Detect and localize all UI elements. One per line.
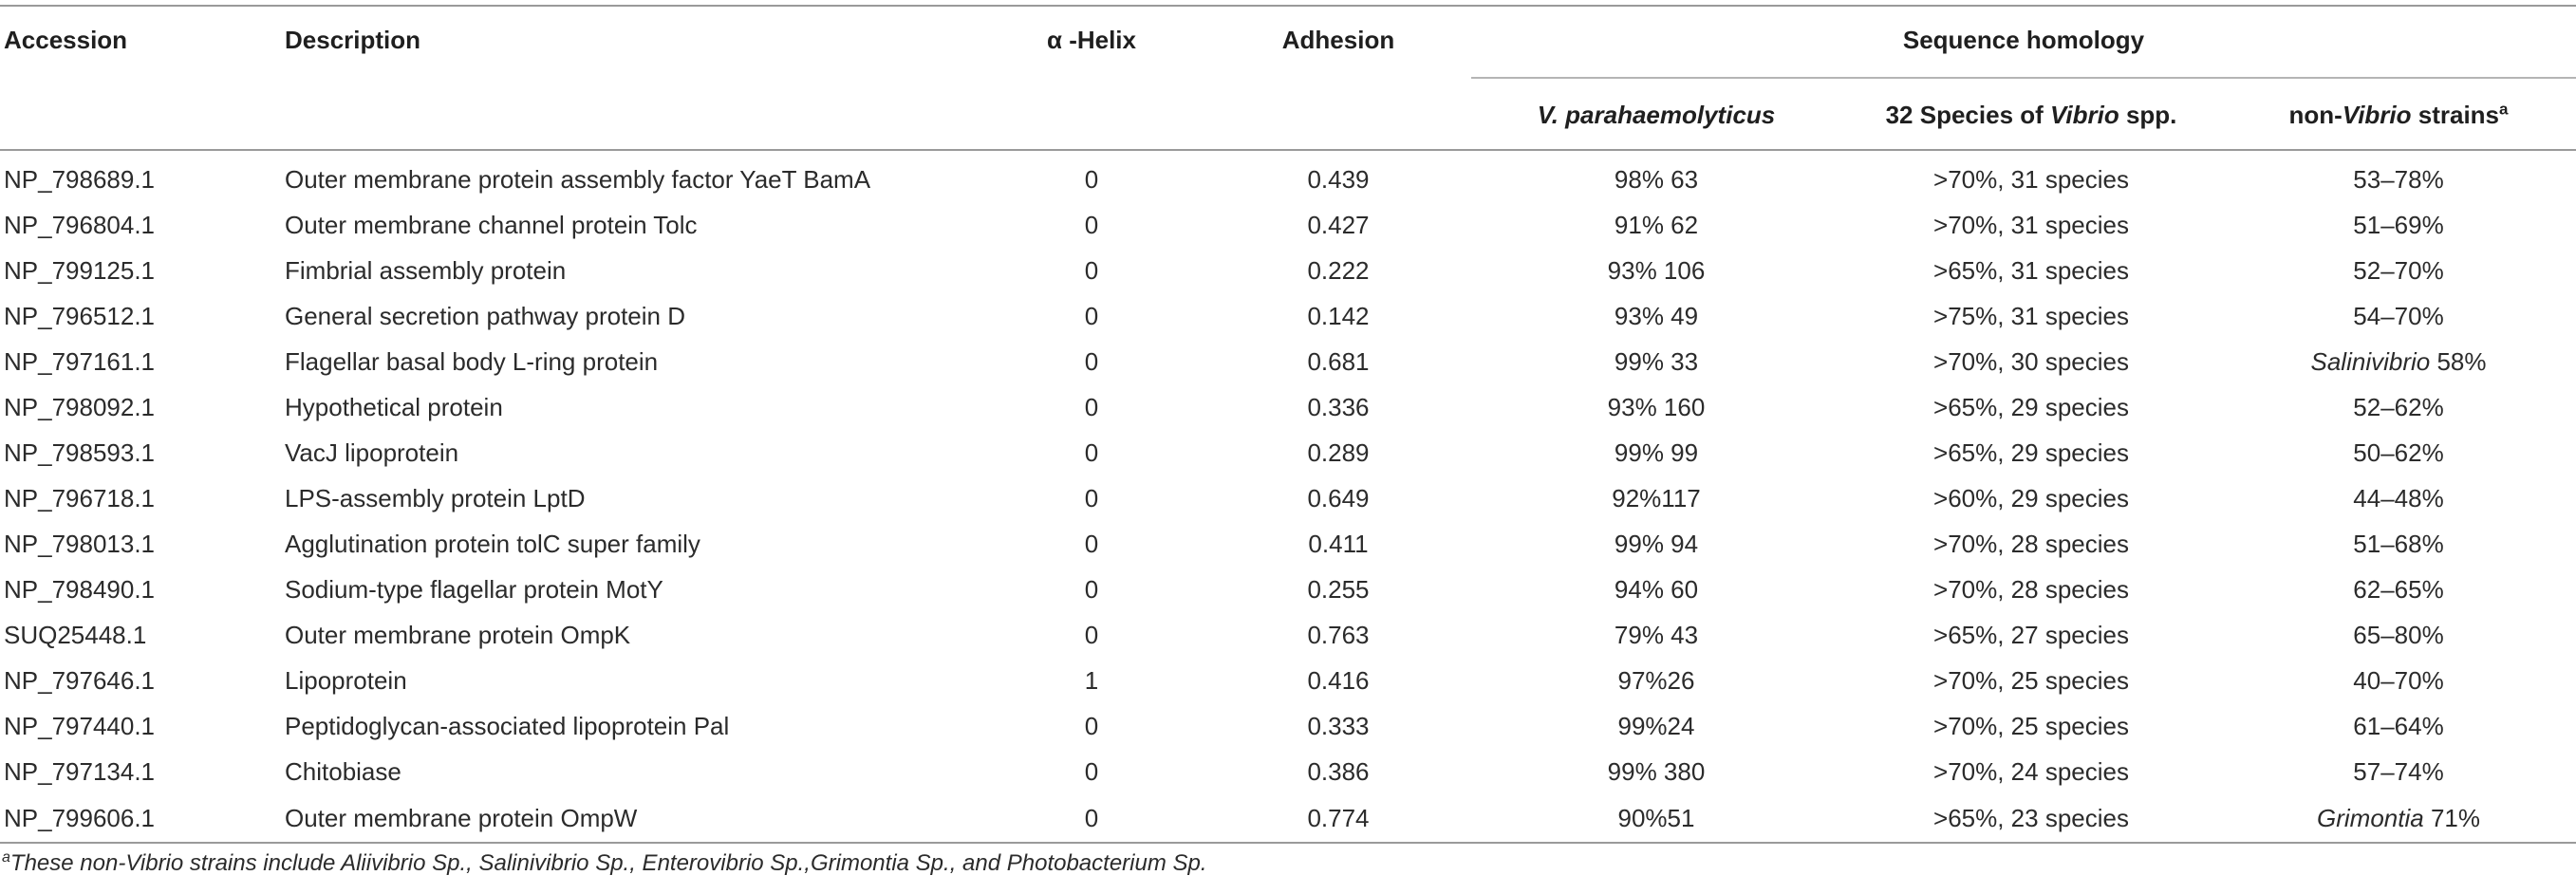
cell-description: General secretion pathway protein D [285, 301, 686, 330]
cell-vibrio: >65%, 27 species [1933, 620, 2129, 649]
cell-accession: NP_796718.1 [4, 483, 156, 512]
cell-vibrio: >75%, 31 species [1933, 301, 2129, 330]
cell-nonvibrio-value: 52–70% [2353, 255, 2444, 285]
table-row [0, 703, 2576, 749]
cell-vp: 90%51 [1617, 803, 1695, 832]
cell-vibrio: >70%, 30 species [1933, 346, 2129, 376]
cell-helix: 0 [1084, 346, 1099, 376]
cell-adhesion: 0.411 [1308, 529, 1369, 558]
header-vibrio-pre: 32 Species of [1885, 101, 2051, 129]
cell-vibrio: >70%, 28 species [1933, 529, 2129, 558]
cell-description: Lipoprotein [285, 665, 407, 695]
cell-vibrio: >70%, 31 species [1933, 210, 2129, 239]
cell-helix: 0 [1084, 620, 1099, 649]
cell-vp: 99% 33 [1614, 346, 1699, 376]
table-row [0, 202, 2576, 248]
cell-vibrio: >65%, 23 species [1933, 803, 2129, 832]
cell-nonvibrio [2221, 567, 2576, 612]
cell-adhesion: 0.681 [1307, 346, 1370, 376]
cell-nonvibrio-value: 52–62% [2353, 392, 2444, 421]
table-row [0, 475, 2576, 521]
table-body [0, 150, 2576, 843]
cell-adhesion: 0.416 [1307, 665, 1370, 695]
cell-vp: 99% 99 [1614, 438, 1699, 467]
cell-nonvibrio-value: 58% [2430, 346, 2487, 376]
cell-nonvibrio-value: 50–62% [2353, 438, 2444, 467]
cell-adhesion: 0.142 [1307, 301, 1370, 330]
table-row [0, 339, 2576, 384]
cell-adhesion: 0.439 [1307, 164, 1370, 194]
cell-accession: NP_797646.1 [4, 665, 156, 695]
header-nonvib-post: strains [2411, 101, 2500, 129]
cell-nonvibrio [2221, 150, 2576, 202]
cell-adhesion: 0.336 [1307, 392, 1370, 421]
cell-vp: 94% 60 [1614, 574, 1699, 604]
cell-accession: NP_798593.1 [4, 438, 156, 467]
cell-nonvibrio [2221, 658, 2576, 703]
header-sequence-homology: Sequence homology [1471, 6, 2576, 78]
cell-accession: NP_797161.1 [4, 346, 156, 376]
cell-helix: 0 [1084, 164, 1099, 194]
cell-nonvibrio-value: 57–74% [2353, 756, 2444, 786]
cell-adhesion: 0.222 [1307, 255, 1370, 285]
cell-accession: NP_796512.1 [4, 301, 156, 330]
cell-accession: NP_798013.1 [4, 529, 156, 558]
table-row [0, 248, 2576, 293]
cell-helix: 0 [1084, 574, 1099, 604]
cell-adhesion: 0.649 [1307, 483, 1370, 512]
cell-helix: 0 [1084, 529, 1099, 558]
cell-nonvibrio-genus: Salinivibrio [2310, 346, 2431, 376]
header-nonvib-sup: a [2499, 100, 2509, 119]
cell-adhesion: 0.255 [1307, 574, 1370, 604]
cell-vp: 97%26 [1617, 665, 1695, 695]
cell-nonvibrio-value: 51–68% [2353, 529, 2444, 558]
cell-nonvibrio [2221, 293, 2576, 339]
header-vibrio-post: spp. [2119, 101, 2177, 129]
table-row [0, 794, 2576, 843]
header-description: Description [285, 6, 978, 150]
cell-description: Outer membrane protein OmpK [285, 620, 631, 649]
table-row [0, 567, 2576, 612]
cell-accession: NP_796804.1 [4, 210, 156, 239]
footnote-mark: a [2, 849, 10, 866]
cell-vibrio: >65%, 29 species [1933, 392, 2129, 421]
cell-vp: 99%24 [1617, 711, 1695, 740]
cell-description: LPS-assembly protein LptD [285, 483, 586, 512]
header-vp-text: V. parahaemolyticus [1537, 101, 1776, 129]
cell-adhesion: 0.289 [1307, 438, 1370, 467]
cell-description: Fimbrial assembly protein [285, 255, 567, 285]
cell-helix: 0 [1084, 301, 1099, 330]
cell-vibrio: >70%, 25 species [1933, 665, 2129, 695]
cell-description: VacJ lipoprotein [285, 438, 459, 467]
header-accession: Accession [0, 6, 285, 150]
header-adhesion: Adhesion [1205, 6, 1471, 150]
cell-helix: 1 [1084, 665, 1099, 695]
cell-vibrio: >60%, 29 species [1933, 483, 2129, 512]
footnote [2, 850, 1207, 877]
cell-nonvibrio [2221, 384, 2576, 430]
cell-helix: 0 [1084, 438, 1099, 467]
cell-nonvibrio-value: 53–78% [2353, 164, 2444, 194]
cell-vibrio: >70%, 24 species [1933, 756, 2129, 786]
cell-helix: 0 [1084, 392, 1099, 421]
cell-adhesion: 0.774 [1307, 803, 1370, 832]
cell-description: Sodium-type flagellar protein MotY [285, 574, 663, 604]
cell-vp: 99% 380 [1607, 756, 1706, 786]
cell-nonvibrio [2221, 475, 2576, 521]
header-nonvibrio [2221, 78, 2576, 150]
cell-vp: 92%117 [1612, 483, 1701, 512]
cell-description: Outer membrane protein OmpW [285, 803, 638, 832]
cell-nonvibrio-value: 71% [2423, 803, 2480, 832]
cell-nonvibrio-genus: Grimontia [2317, 803, 2424, 832]
table-row [0, 612, 2576, 658]
cell-vibrio: >70%, 28 species [1933, 574, 2129, 604]
cell-helix: 0 [1084, 483, 1099, 512]
header-helix: α -Helix [978, 6, 1205, 150]
cell-helix: 0 [1084, 756, 1099, 786]
cell-nonvibrio-value: 54–70% [2353, 301, 2444, 330]
table-row [0, 658, 2576, 703]
cell-nonvibrio [2221, 749, 2576, 794]
table-row [0, 521, 2576, 567]
cell-nonvibrio [2221, 794, 2576, 843]
cell-vp: 99% 94 [1614, 529, 1699, 558]
table-row [0, 293, 2576, 339]
cell-vp: 93% 49 [1614, 301, 1699, 330]
cell-nonvibrio [2221, 202, 2576, 248]
cell-description: Hypothetical protein [285, 392, 503, 421]
cell-nonvibrio-value: 44–48% [2353, 483, 2444, 512]
header-vibrio-it: Vibrio [2050, 101, 2119, 129]
cell-vibrio: >70%, 31 species [1933, 164, 2129, 194]
cell-nonvibrio-value: 51–69% [2353, 210, 2444, 239]
table-row [0, 150, 2576, 202]
cell-description: Flagellar basal body L-ring protein [285, 346, 659, 376]
cell-vibrio: >70%, 25 species [1933, 711, 2129, 740]
cell-adhesion: 0.386 [1307, 756, 1370, 786]
cell-accession: NP_798092.1 [4, 392, 156, 421]
cell-nonvibrio [2221, 521, 2576, 567]
cell-nonvibrio-value: 40–70% [2353, 665, 2444, 695]
cell-nonvibrio-value: 62–65% [2353, 574, 2444, 604]
protein-table [0, 5, 2576, 844]
cell-accession: NP_799125.1 [4, 255, 156, 285]
cell-description: Agglutination protein tolC super family [285, 529, 700, 558]
cell-nonvibrio-value: 65–80% [2353, 620, 2444, 649]
cell-description: Chitobiase [285, 756, 401, 786]
table-row [0, 384, 2576, 430]
cell-accession: NP_798490.1 [4, 574, 156, 604]
cell-vp: 98% 63 [1614, 164, 1699, 194]
cell-vibrio: >65%, 29 species [1933, 438, 2129, 467]
cell-accession: NP_798689.1 [4, 164, 156, 194]
cell-vp: 79% 43 [1614, 620, 1699, 649]
cell-accession: NP_799606.1 [4, 803, 156, 832]
cell-adhesion: 0.763 [1307, 620, 1370, 649]
cell-accession: NP_797134.1 [4, 756, 156, 786]
cell-vp: 93% 160 [1607, 392, 1706, 421]
cell-helix: 0 [1084, 803, 1099, 832]
cell-adhesion: 0.427 [1307, 210, 1370, 239]
cell-nonvibrio-value: 61–64% [2353, 711, 2444, 740]
cell-vp: 91% 62 [1614, 210, 1699, 239]
cell-vibrio: >65%, 31 species [1933, 255, 2129, 285]
cell-description: Outer membrane protein assembly factor YaeT BamA [285, 164, 871, 194]
cell-accession: NP_797440.1 [4, 711, 156, 740]
cell-accession: SUQ25448.1 [4, 620, 147, 649]
footnote-text: These non-Vibrio strains include Aliivibrio Sp., Salinivibrio Sp., Enterovibrio Sp.,Grimontia Sp., and Photobacterium Sp. [9, 850, 1207, 876]
cell-nonvibrio [2221, 248, 2576, 293]
cell-nonvibrio [2221, 339, 2576, 384]
table-row [0, 430, 2576, 475]
cell-vp: 93% 106 [1607, 255, 1706, 285]
header-nonvib-it: Vibrio [2342, 101, 2412, 129]
header-nonvib-pre: non- [2288, 101, 2343, 129]
cell-helix: 0 [1084, 210, 1099, 239]
cell-description: Outer membrane channel protein Tolc [285, 210, 698, 239]
cell-nonvibrio [2221, 430, 2576, 475]
cell-nonvibrio [2221, 612, 2576, 658]
cell-helix: 0 [1084, 255, 1099, 285]
table-row [0, 749, 2576, 794]
cell-adhesion: 0.333 [1307, 711, 1370, 740]
header-vibrio [1841, 78, 2221, 150]
cell-nonvibrio [2221, 703, 2576, 749]
cell-description: Peptidoglycan-associated lipoprotein Pal [285, 711, 730, 740]
header-vp [1471, 78, 1841, 150]
cell-helix: 0 [1084, 711, 1099, 740]
